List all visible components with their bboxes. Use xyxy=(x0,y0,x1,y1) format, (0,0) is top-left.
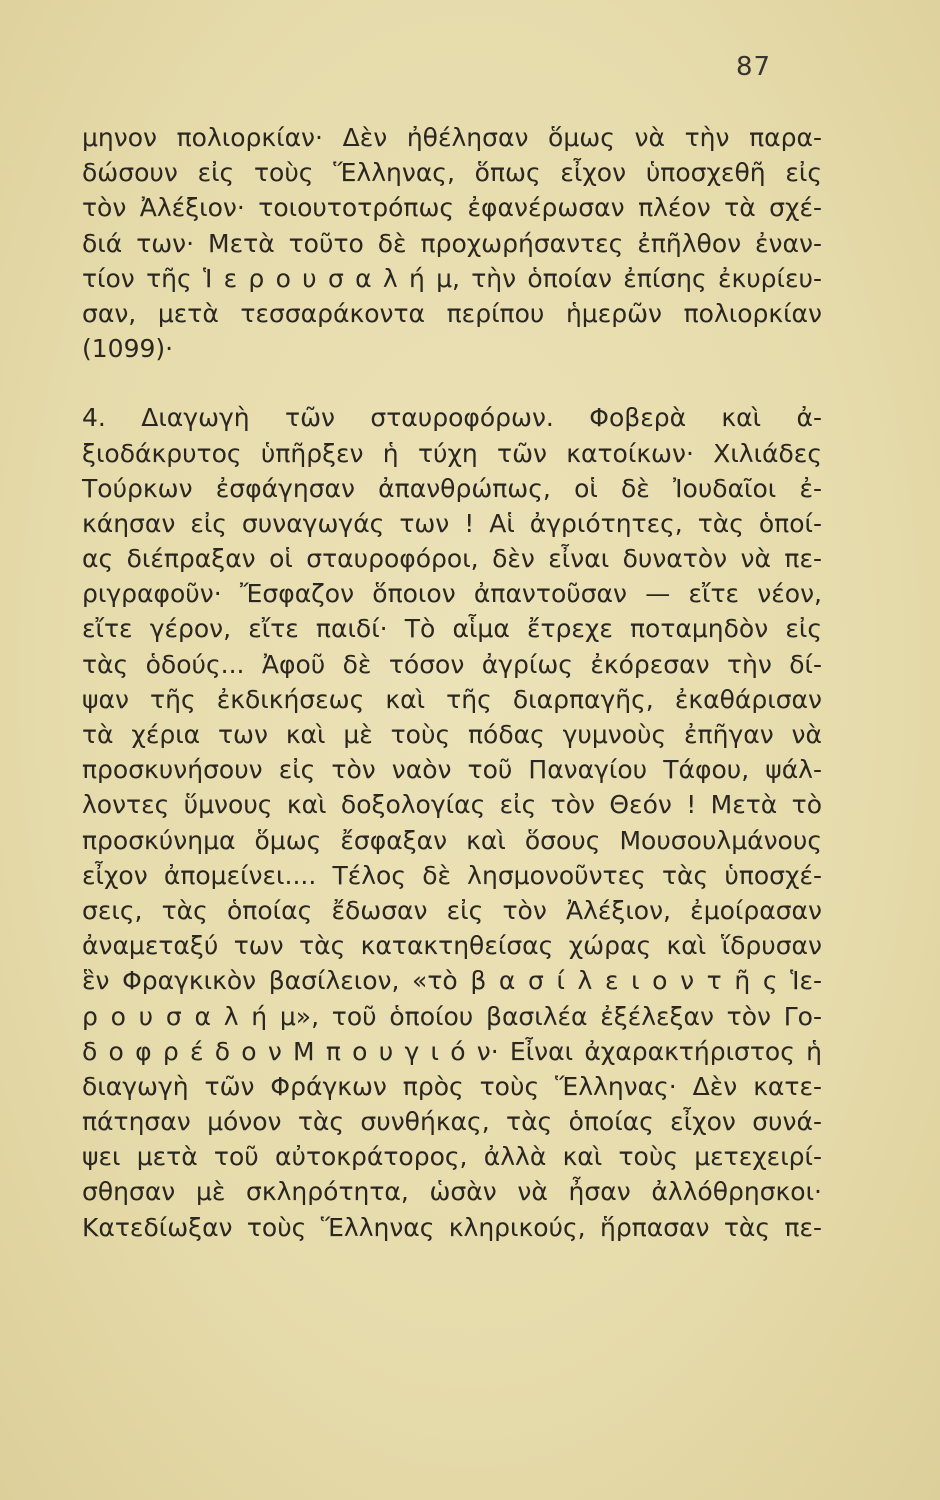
text-line: τίον τῆς Ἱ ε ρ ο υ σ α λ ή μ, τὴν ὁποίαν ἐπίσης ἐκυρίευ- xyxy=(82,263,822,293)
text-line: μηνον πολιορκίαν· Δὲν ἠθέλησαν ὅμως νὰ τὴν παρα- xyxy=(82,123,822,152)
text-line: τὸν Ἀλέξιον· τοιουτοτρόπως ἐφανέρωσαν πλέον τὰ σχέ- xyxy=(82,193,822,223)
text-line: λοντες ὕμνους καὶ δοξολογίας εἰς τὸν Θεόν ! Μετὰ τὸ xyxy=(82,790,822,820)
paragraph xyxy=(82,400,822,1245)
text-line: σαν, μετὰ τεσσαράκοντα περίπου ἡμερῶν πολιορκίαν xyxy=(82,298,822,328)
text-line: ας διέπραξαν οἱ σταυροφόροι, δὲν εἶναι δυνατὸν νὰ πε- xyxy=(82,544,822,574)
body-text xyxy=(82,120,822,1245)
text-line: ξιοδάκρυτος ὑπῆρξεν ἡ τύχη τῶν κατοίκων· Χιλιάδες xyxy=(82,438,822,468)
text-line: (1099)· xyxy=(82,334,174,364)
text-line: τὰ χέρια των καὶ μὲ τοὺς πόδας γυμνοὺς ἐπῆγαν νὰ xyxy=(82,720,822,749)
page-number: 87 xyxy=(736,52,772,82)
paragraph xyxy=(82,120,822,366)
text-line: σεις, τὰς ὁποίας ἔδωσαν εἰς τὸν Ἀλέξιον, ἐμοίρασαν xyxy=(82,895,822,925)
text-line: Κατεδίωξαν τοὺς Ἕλληνας κληρικούς, ἥρπασαν τὰς πε- xyxy=(82,1212,822,1242)
text-line: κάησαν εἰς συναγωγάς των ! Αἱ ἀγριότητες, τὰς ὁποί- xyxy=(82,508,822,538)
text-line: Τούρκων ἐσφάγησαν ἀπανθρώπως, οἱ δὲ Ἰουδαῖοι ἐ- xyxy=(82,473,822,503)
text-line: ψει μετὰ τοῦ αὐτοκράτορος, ἀλλὰ καὶ τοὺς μετεχειρί- xyxy=(82,1142,822,1172)
text-line: τὰς ὁδούς... Ἀφοῦ δὲ τόσον ἀγρίως ἐκόρεσαν τὴν δί- xyxy=(82,649,822,679)
text-line: προσκυνήσουν εἰς τὸν ναὸν τοῦ Παναγίου Τάφου, ψάλ- xyxy=(82,755,822,785)
text-line: ψαν τῆς ἐκδικήσεως καὶ τῆς διαρπαγῆς, ἐκαθάρισαν xyxy=(82,684,822,714)
paragraph-gap xyxy=(82,366,822,400)
text-line: ἀναμεταξύ των τὰς κατακτηθείσας χώρας καὶ ἵδρυσαν xyxy=(82,931,822,961)
text-line: διαγωγὴ τῶν Φράγκων πρὸς τοὺς Ἕλληνας· Δὲν κατε- xyxy=(82,1071,822,1101)
text-line: σθησαν μὲ σκληρότητα, ὡσὰν νὰ ἦσαν ἀλλόθρησκοι· xyxy=(82,1177,822,1207)
text-line: δ ο φ ρ έ δ ο ν Μ π ο υ γ ι ό ν· Εἶναι ἀχαρακτήριστος ἡ xyxy=(82,1036,822,1066)
text-line: ἓν Φραγκικὸν βασίλειον, «τὸ β α σ ί λ ε ι ο ν τ ῆ ς Ἱε- xyxy=(82,966,822,996)
text-line: διά των· Μετὰ τοῦτο δὲ προχωρήσαντες ἐπῆλθον ἐναν- xyxy=(82,228,822,258)
text-line: προσκύνημα ὅμως ἔσφαξαν καὶ ὅσους Μουσουλμάνους xyxy=(82,825,822,855)
text-line: ριγραφοῦν· Ἔσφαζον ὅποιον ἀπαντοῦσαν — εἴτε νέον, xyxy=(82,579,822,609)
section-heading-line: 4. Διαγωγὴ τῶν σταυροφόρων. Φοβερὰ καὶ ἀ- xyxy=(82,403,822,433)
text-line: εἶχον ἀπομείνει.... Τέλος δὲ λησμονοῦντες τὰς ὑποσχέ- xyxy=(82,860,822,890)
text-line: εἴτε γέρον, εἴτε παιδί· Τὸ αἷμα ἔτρεχε ποταμηδὸν εἰς xyxy=(82,614,822,644)
text-line: δώσουν εἰς τοὺς Ἕλληνας, ὅπως εἶχον ὑποσχεθῆ εἰς xyxy=(82,158,822,188)
text-line: πάτησαν μόνον τὰς συνθήκας, τὰς ὁποίας εἶχον συνά- xyxy=(82,1107,822,1137)
text-line: ρ ο υ σ α λ ή μ», τοῦ ὁποίου βασιλέα ἐξέλεξαν τὸν Γο- xyxy=(82,1001,822,1031)
